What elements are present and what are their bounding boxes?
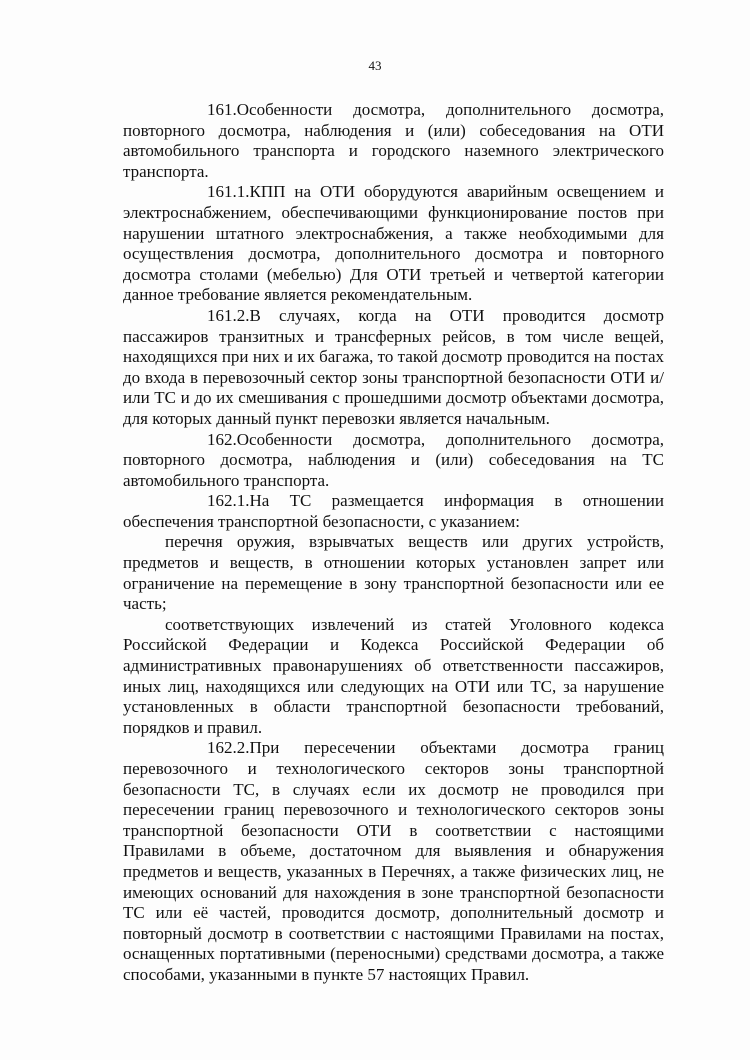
- paragraph-text: При пересечении объектами досмотра границ перевозочного и технологического секторов зоны транспортной безопасности ТС, в случаях если их досмотр не проводился при пересечении границ перевозочного и технологического секторов зоны транспортной безопасности ОТИ в соответствии с настоящими Правилами в объеме, достаточном для выявления и обнаружения предметов и веществ, указанных в Перечнях, а также физических лиц, не имеющих оснований для нахождения в зоне транспортной безопасности ТС или её частей, проводится досмотр, дополнительный досмотр и повторный досмотр в соответствии с настоящими Правилами на постах, оснащенных портативными (переносными) средствами досмотра, а также способами, указанными в пункте 57 настоящих Правил.: [123, 738, 664, 984]
- paragraph-162: [123, 430, 664, 492]
- paragraph-162-1: [123, 491, 664, 532]
- document-body: [123, 100, 664, 986]
- paragraph-number: 161.2.: [207, 305, 250, 325]
- paragraph-number: 161.1.: [207, 182, 250, 202]
- paragraph-161-1: [123, 182, 664, 306]
- paragraph-number: 162.2.: [207, 738, 250, 758]
- paragraph-number: 162.1.: [207, 491, 250, 511]
- page-number: 43: [368, 58, 382, 73]
- paragraph-number: 162.: [207, 429, 237, 449]
- paragraph-list-item-weapons: [123, 532, 664, 614]
- paragraph-162-2: [123, 738, 664, 985]
- paragraph-list-item-codes: [123, 615, 664, 739]
- paragraph-number: 161.: [207, 100, 237, 119]
- paragraph-text: КПП на ОТИ оборудуются аварийным освещением и электроснабжением, обеспечивающими функционирование постов при нарушении штатного электроснабжения, а также необходимыми для осуществления досмотра, дополнительного досмотра и повторного досмотра столами (мебелью) Для ОТИ третьей и четвертой категории данное требование является рекомендательным.: [123, 182, 664, 305]
- paragraph-text: На ТС размещается информация в отношении обеспечения транспортной безопасности, с указанием:: [123, 491, 664, 531]
- paragraph-text: соответствующих извлечений из статей Уголовного кодекса Российской Федерации и Кодекса Российской Федерации об административных правонарушениях об ответственности пассажиров, иных лиц, находящихся или следующих на ОТИ или ТС, за нарушение установленных в области транспортной безопасности требований, порядков и правил.: [123, 614, 664, 737]
- paragraph-text: Особенности досмотра, дополнительного досмотра, повторного досмотра, наблюдения и (или) собеседования на ТС автомобильного транспорта.: [123, 429, 664, 490]
- paragraph-text: перечня оружия, взрывчатых веществ или других устройств, предметов и веществ, в отношении которых установлен запрет или ограничение на перемещение в зону транспортной безопасности или ее часть;: [123, 532, 664, 614]
- paragraph-text: В случаях, когда на ОТИ проводится досмотр пассажиров транзитных и трансферных рейсов, в том числе вещей, находящихся при них и их багажа, то такой досмотр проводится на постах до входа в перевозочный сектор зоны транспортной безопасности ОТИ и/или ТС и до их смешивания с прошедшими досмотр объектами досмотра, для которых данный пункт перевозки является начальным.: [123, 305, 664, 428]
- paragraph-161-2: [123, 306, 664, 430]
- paragraph-text: Особенности досмотра, дополнительного досмотра, повторного досмотра, наблюдения и (или) собеседования на ОТИ автомобильного транспорта и городского наземного электрического транспорта.: [123, 100, 664, 181]
- paragraph-161: [123, 100, 664, 182]
